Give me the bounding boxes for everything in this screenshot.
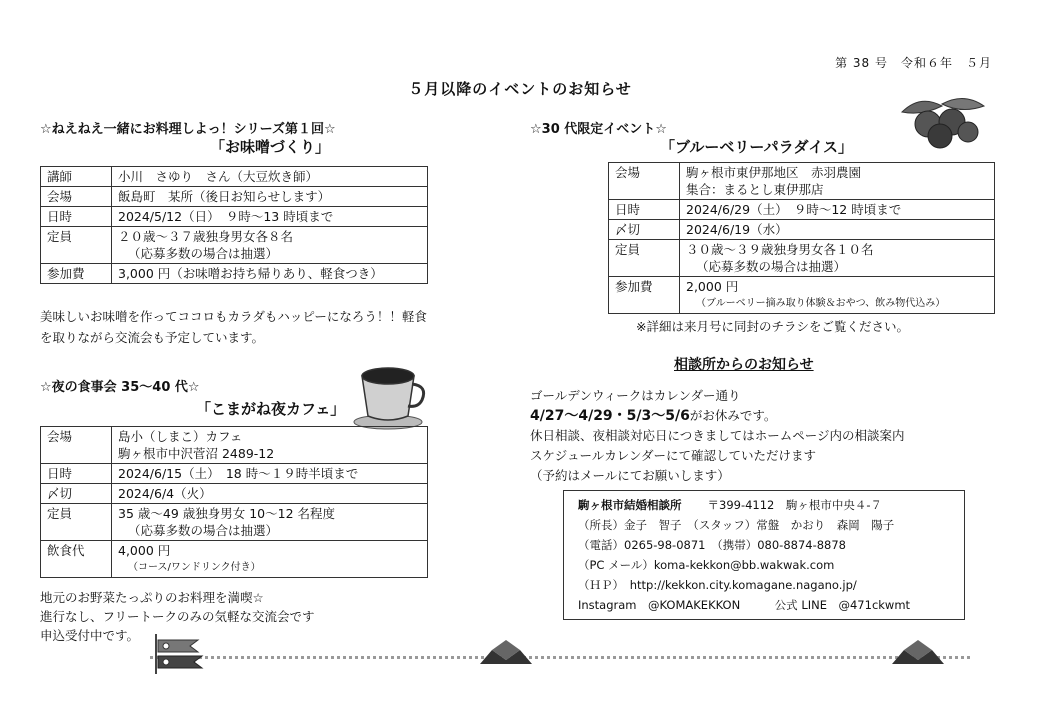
row-value: 3,000 円（お味噌お持ち帰りあり、軽食つき） <box>112 264 428 284</box>
event3-table <box>608 162 995 314</box>
table-row <box>41 207 428 227</box>
consult-line: 休日相談、夜相談対応日につきましてはホームページ内の相談案内 <box>530 428 905 443</box>
office-sns: Instagram @KOMAKEKKON 公式 LINE @471ckwmt <box>578 598 911 612</box>
table-row <box>41 504 428 541</box>
description-line: 美味しいお味噌を作ってココロもカラダもハッピーになろう！！軽食 <box>40 309 427 324</box>
row-value: ２０歳～３７歳独身男女各８名 <box>118 229 294 244</box>
holiday-dates: 4/27～4/29・5/3～5/6 <box>530 408 690 424</box>
row-value: 駒ヶ根市東伊那地区 赤羽農園 <box>686 165 862 180</box>
event2-title: 「こまがね夜カフェ」 <box>196 400 346 418</box>
row-label: 会場 <box>609 163 680 200</box>
event1-header: ☆ねえねえ一緒にお料理しよっ！シリーズ第１回☆ <box>40 122 336 137</box>
row-label: 会場 <box>41 187 112 207</box>
row-value: 4,000 円 <box>118 543 171 558</box>
table-row <box>41 541 428 578</box>
kabuto-helmet-icon <box>890 638 946 668</box>
row-subvalue: 駒ヶ根市中沢菅沼 2489-12 <box>118 446 275 461</box>
row-subvalue: （応募多数の場合は抽選） <box>128 246 279 261</box>
row-value-cell <box>112 541 428 578</box>
page-title: ５月以降のイベントのお知らせ <box>408 80 632 98</box>
consult-line <box>530 406 905 426</box>
row-value: 35 歳～49 歳独身男女 10～12 名程度 <box>118 506 336 521</box>
table-row <box>609 200 995 220</box>
row-value: 2024/6/15（土） 18 時～１９時半頃まで <box>112 464 428 484</box>
event3-note: ※詳細は来月号に同封のチラシをご覧ください。 <box>636 319 909 334</box>
row-value: 2024/6/19（水） <box>680 220 995 240</box>
event3-header: ☆30 代限定イベント☆ <box>530 122 667 137</box>
row-value: 2024/6/29（土） ９時～12 時頃まで <box>680 200 995 220</box>
row-value: 飯島町 某所（後日お知らせします） <box>112 187 428 207</box>
table-row <box>41 167 428 187</box>
description-line: 進行なし、フリートークのみの気軽な交流会です <box>40 609 315 624</box>
office-email: （PC メール）koma-kekkon@bb.wakwak.com <box>578 558 835 572</box>
event2-header: ☆夜の食事会 35～40 代☆ <box>40 380 200 395</box>
row-value-cell <box>112 427 428 464</box>
table-row <box>609 240 995 277</box>
row-label: 飲食代 <box>41 541 112 578</box>
consult-line: スケジュールカレンダーにて確認していただけます <box>530 448 816 463</box>
row-label: 参加費 <box>41 264 112 284</box>
row-label: 日時 <box>41 464 112 484</box>
row-subvalue: （応募多数の場合は抽選） <box>128 523 279 538</box>
row-value-cell <box>112 504 428 541</box>
dotted-divider <box>150 656 970 659</box>
consult-title: 相談所からのお知らせ <box>674 357 814 373</box>
event1-title: 「お味噌づくり」 <box>210 138 331 156</box>
office-website: （ＨＰ） http://kekkon.city.komagane.nagano.jp/ <box>578 578 857 592</box>
row-value: 島小（しまこ）カフェ <box>118 429 243 444</box>
row-value-cell <box>680 277 995 314</box>
row-subvalue: 集合：まるとし東伊那店 <box>686 182 824 197</box>
issue-number: 第 38 号 令和６年 ５月 <box>835 56 992 70</box>
row-value: 2,000 円 <box>686 279 739 294</box>
row-label: 定員 <box>41 227 112 264</box>
office-info-box <box>563 490 965 620</box>
row-value: 2024/5/12（日） ９時～13 時頃まで <box>112 207 428 227</box>
row-subvalue: （コース/ワンドリンク付き） <box>128 562 261 573</box>
table-row <box>41 264 428 284</box>
table-row <box>41 427 428 464</box>
row-value-cell <box>680 163 995 200</box>
row-value: ３０歳～３９歳独身男女各１０名 <box>686 242 874 257</box>
description-line: を取りながら交流会も予定しています。 <box>40 330 265 345</box>
table-row <box>41 484 428 504</box>
office-phone: （電話）0265-98-0871 （携帯）080-8874-8878 <box>578 538 846 552</box>
table-row <box>609 163 995 200</box>
holiday-text: がお休みです。 <box>689 408 777 423</box>
row-subvalue: （ブルーベリー摘み取り体験＆おやつ、飲み物代込み） <box>696 298 946 309</box>
consult-line: ゴールデンウィークはカレンダー通り <box>530 388 741 403</box>
event1-table <box>40 166 428 284</box>
event2-table <box>40 426 428 578</box>
table-row <box>609 277 995 314</box>
office-staff: （所長）金子 智子 （スタッフ）常盤 かおり 森岡 陽子 <box>578 518 895 532</box>
office-name-line <box>578 495 950 515</box>
row-label: 参加費 <box>609 277 680 314</box>
row-subvalue: （応募多数の場合は抽選） <box>696 259 847 274</box>
consult-line: （予約はメールにてお願いします） <box>530 468 730 483</box>
row-label: 定員 <box>609 240 680 277</box>
event1-description <box>40 306 427 348</box>
table-row <box>41 187 428 207</box>
consult-body <box>530 386 905 486</box>
table-row <box>609 220 995 240</box>
office-name: 駒ヶ根市結婚相談所 <box>578 498 682 512</box>
row-label: 定員 <box>41 504 112 541</box>
row-label: 〆切 <box>41 484 112 504</box>
row-label: 講師 <box>41 167 112 187</box>
row-label: 日時 <box>609 200 680 220</box>
coffee-cup-icon <box>350 362 430 432</box>
description-line: 地元のお野菜たっぷりのお料理を満喫☆ <box>40 590 264 605</box>
kabuto-helmet-icon <box>478 638 534 668</box>
table-row <box>41 464 428 484</box>
row-value-cell <box>112 227 428 264</box>
description-line: 申込受付中です。 <box>40 628 140 643</box>
office-address: 〒399-4112 駒ヶ根市中央４-７ <box>707 498 883 512</box>
row-label: 日時 <box>41 207 112 227</box>
table-row <box>41 227 428 264</box>
row-label: 〆切 <box>609 220 680 240</box>
row-label: 会場 <box>41 427 112 464</box>
row-value: 2024/6/4（火） <box>112 484 428 504</box>
koinobori-icon <box>150 634 212 674</box>
row-value: 小川 さゆり さん（大豆炊き師） <box>112 167 428 187</box>
event3-title: 「ブルーベリーパラダイス」 <box>660 138 854 156</box>
row-value-cell <box>680 240 995 277</box>
blueberry-icon <box>898 92 988 150</box>
